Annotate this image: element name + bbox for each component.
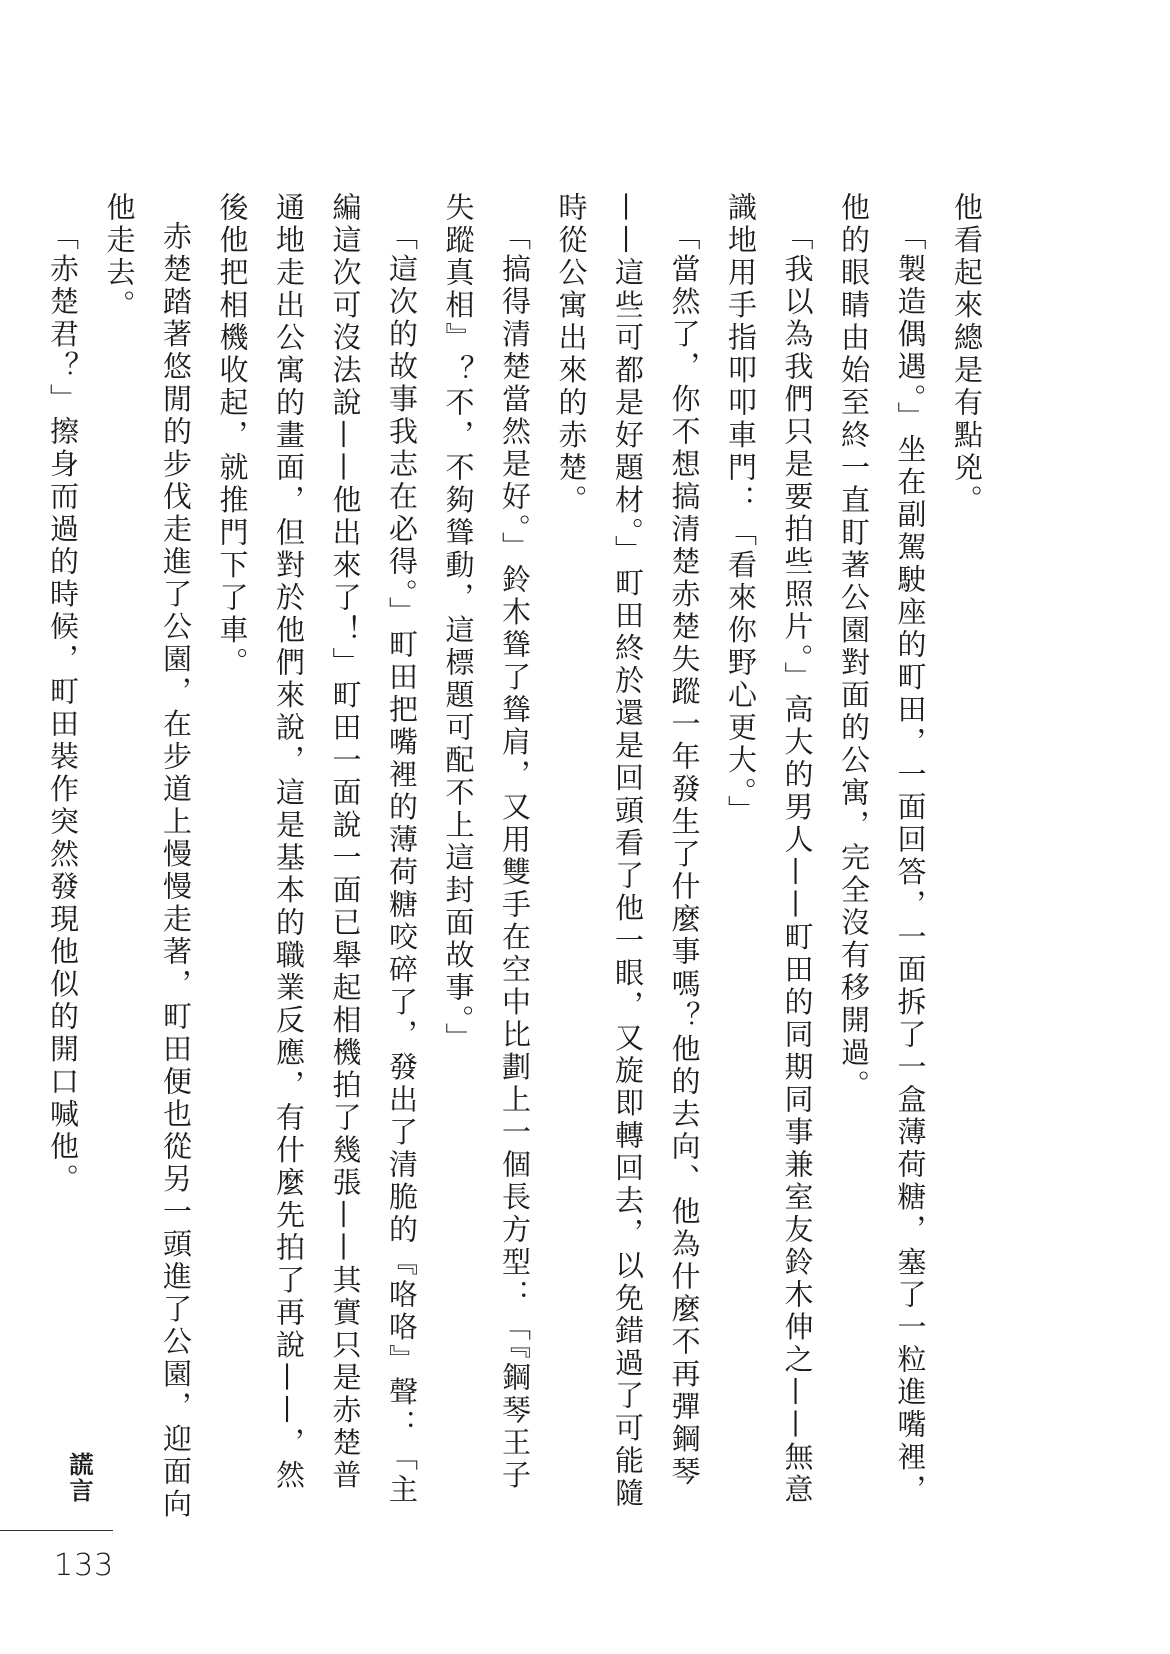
paragraph-2: 「製造偶遇。」坐在副駕駛座的町田，一面回答，一面拆了一盒薄荷糖，塞了一粒進嘴裡，他的眼睛由始至終一直盯著公園對面的公寓，完全沒有移開過。 [837, 192, 928, 1507]
page-number: 133 [54, 1548, 115, 1583]
paragraph-4: 「當然了，你不想搞清楚赤楚失蹤一年發生了什麼事嗎？他的去向、他為什麼不再彈鋼琴——這些可都是好題材。」町田終於還是回頭看了他一眼，又旋即轉回去，以免錯過了可能隨時從公寓出來的赤楚。 [554, 192, 702, 1510]
paragraph-8: 「赤楚君？」擦身而過的時候，町田裝作突然發現他似的開口喊他。 [46, 221, 80, 1196]
paragraph-6: 「這次的故事我志在必得。」町田把嘴裡的薄荷糖咬碎了，發出了清脆的『咯咯』聲：「主編這次可沒法說——他出來了！」町田一面說一面已舉起相機拍了幾張——其實只是赤楚普通地走出公寓的畫面，但對於他們來說，這是基本的職業反應，有什麼先拍了再說——，然後他把相機收起，就推門下了車。 [215, 192, 419, 1507]
running-title: 謊言 [65, 1452, 94, 1504]
paragraph-7: 赤楚踏著悠閒的步伐走進了公園，在步道上慢慢走著，町田便也從另一頭進了公園，迎面向他走去。 [102, 192, 193, 1521]
paragraph-3: 「我以為我們只是要拍些照片。」高大的男人——町田的同期同事兼室友鈴木伸之——無意識地用手指叩叩車門：「看來你野心更大。」 [724, 192, 815, 1507]
footer-divider [0, 1530, 113, 1531]
paragraph-5: 「搞得清楚當然是好。」鈴木聳了聳肩，又用雙手在空中比劃上一個長方型：「『鋼琴王子失蹤真相』？不，不夠聳動，這標題可配不上這封面故事。」 [441, 192, 532, 1492]
paragraph-1: 他看起來總是有點兇。 [950, 192, 984, 517]
body-text [35, 192, 996, 1522]
